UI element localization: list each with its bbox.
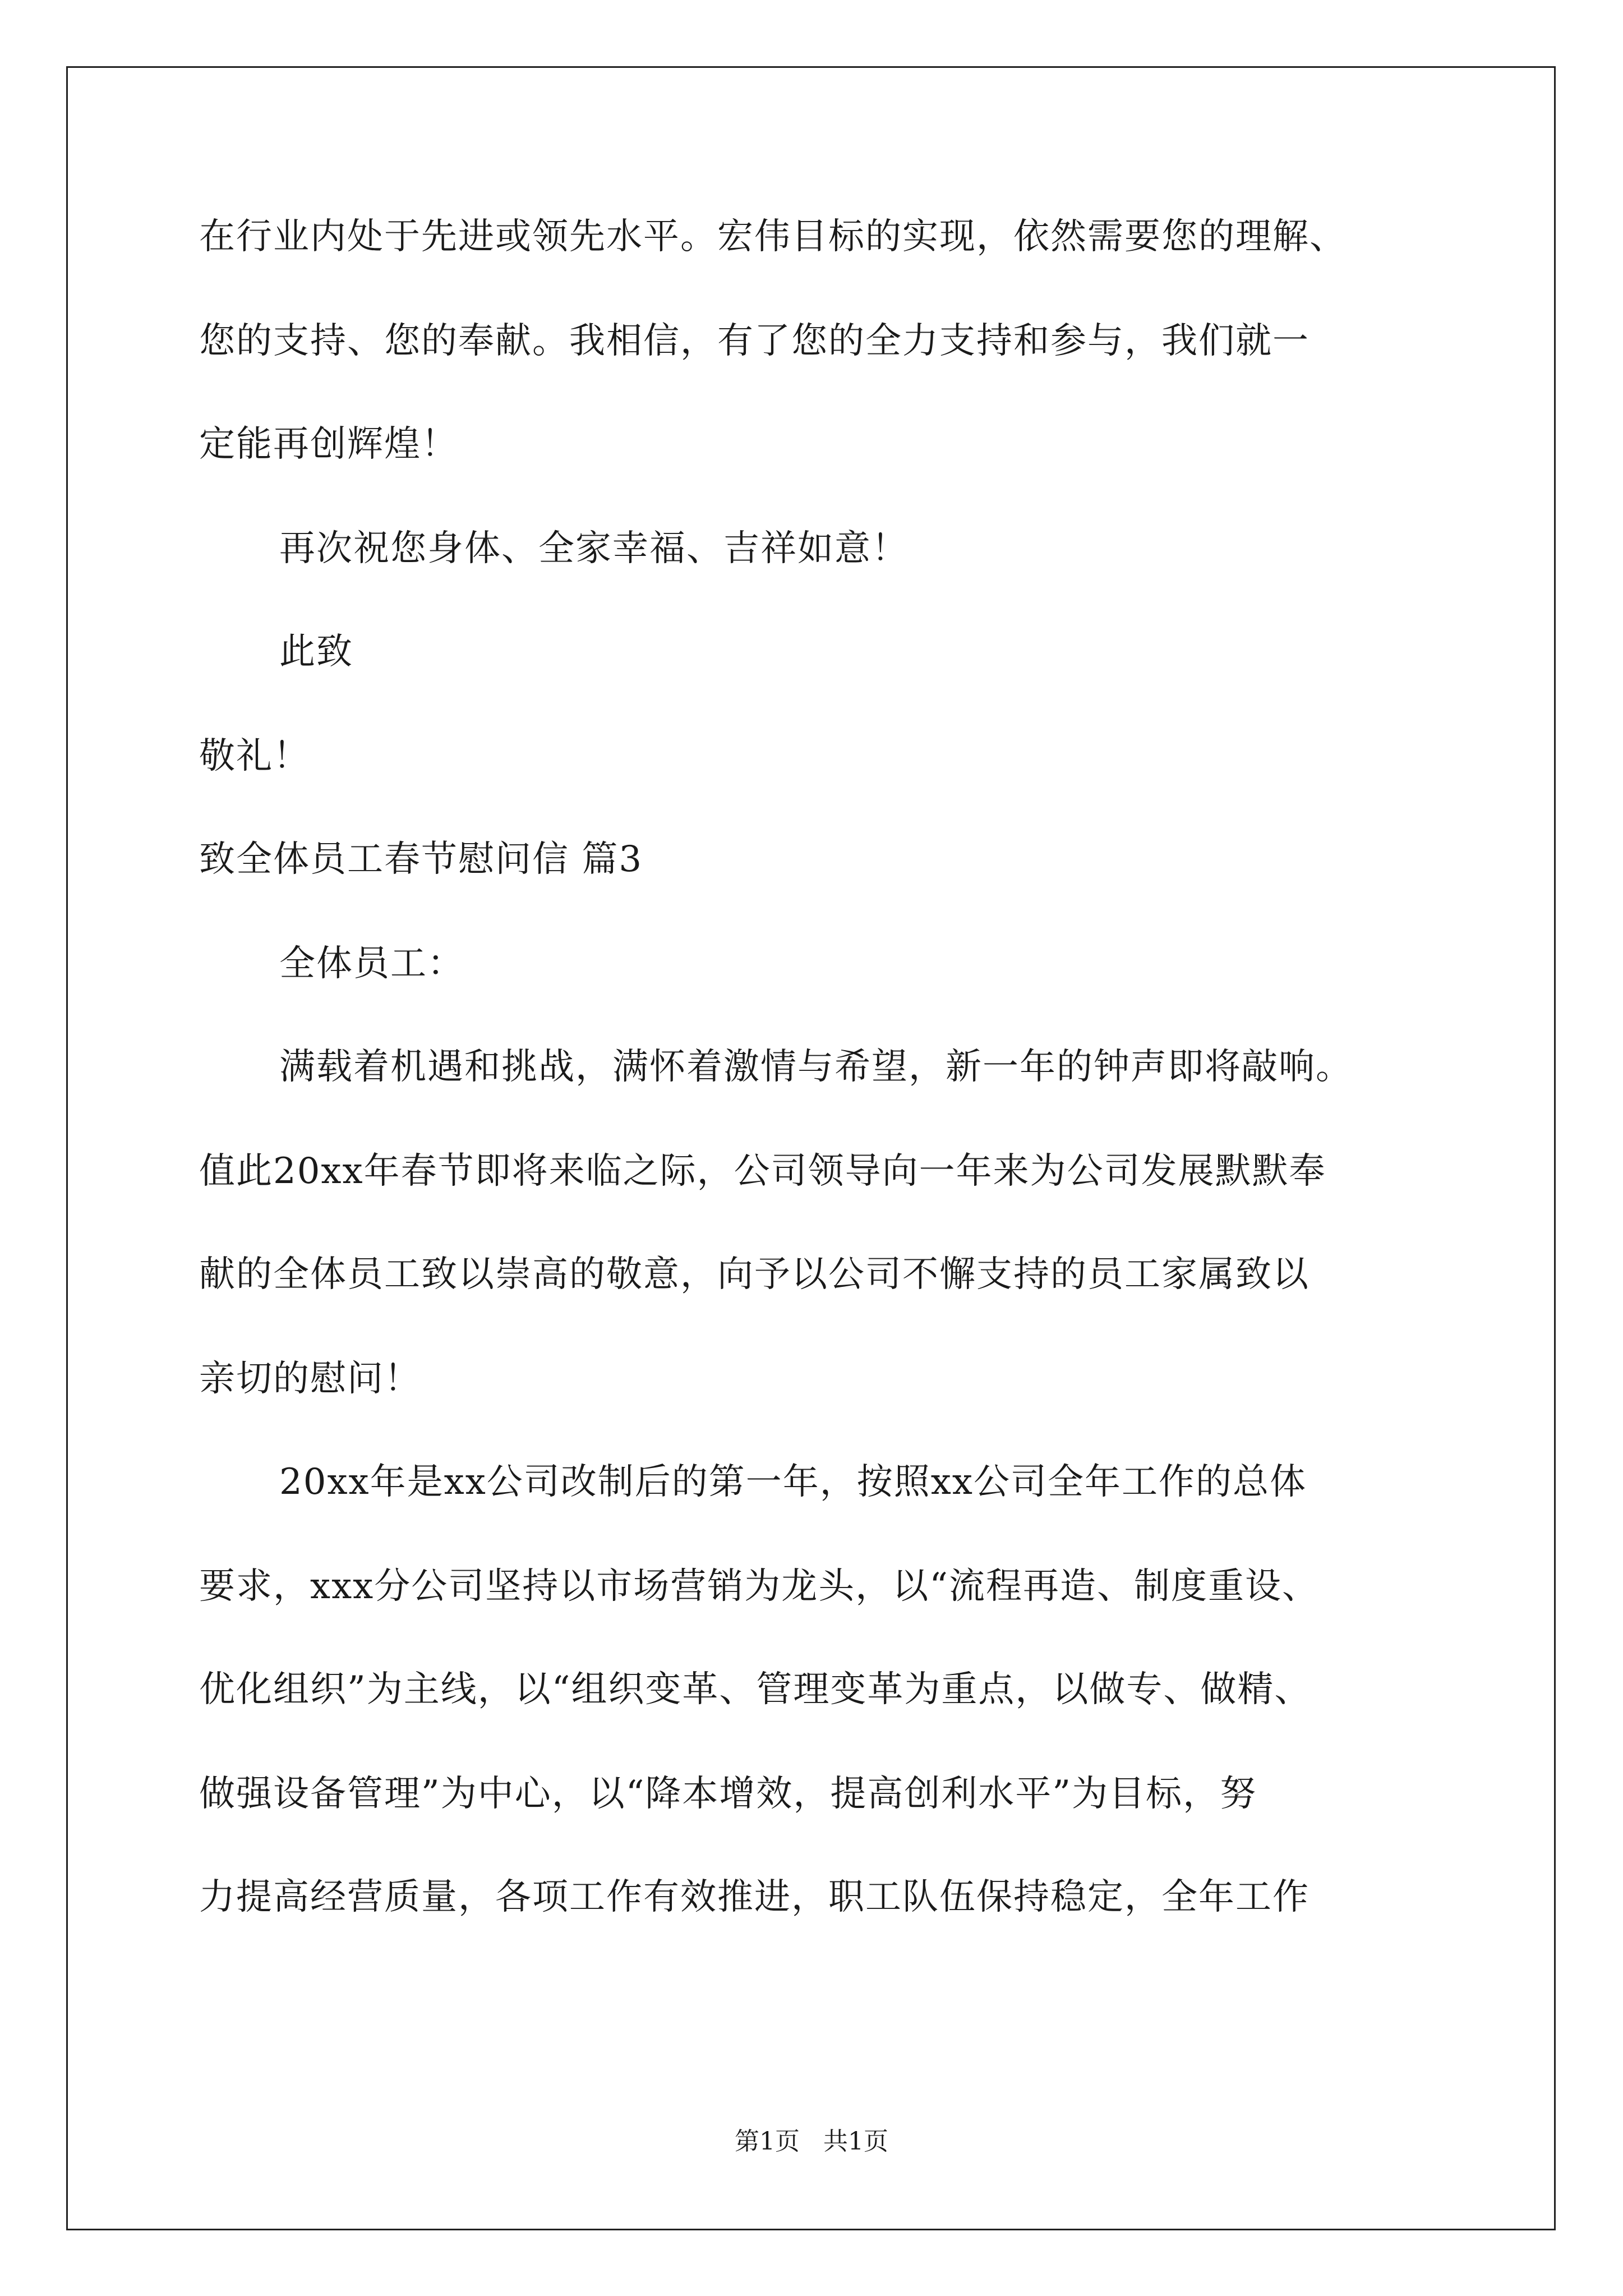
body-line: 做强设备管理”为中心，以“降本增效，提高创利水平”为目标，努 bbox=[199, 1773, 1257, 1815]
body-line: 优化组织”为主线，以“组织变革、管理变革为重点，以做专、做精、 bbox=[199, 1669, 1312, 1710]
body-line: 20xx年是xx公司改制后的第一年，按照xx公司全年工作的总体 bbox=[279, 1461, 1307, 1503]
body-line: 您的支持、您的奉献。我相信，有了您的全力支持和参与，我们就一 bbox=[199, 320, 1310, 362]
body-line: 要求，xxx分公司坚持以市场营销为龙头，以“流程再造、制度重设、 bbox=[199, 1566, 1319, 1607]
page-footer bbox=[0, 2126, 1623, 2157]
body-line: 满载着机遇和挑战，满怀着激情与希望，新一年的钟声即将敲响。 bbox=[279, 1046, 1353, 1088]
salutation-line: 敬礼！ bbox=[199, 735, 310, 777]
body-line: 亲切的慰问！ bbox=[199, 1358, 421, 1400]
body-line: 值此20xx年春节即将来临之际，公司领导向一年来为公司发展默默奉 bbox=[199, 1151, 1326, 1192]
closing-line: 此致 bbox=[279, 631, 353, 673]
section-heading: 致全体员工春节慰问信 篇3 bbox=[199, 839, 643, 880]
page-total: 共1页 bbox=[823, 2127, 888, 2156]
body-line: 献的全体员工致以崇高的敬意，向予以公司不懈支持的员工家属致以 bbox=[199, 1254, 1310, 1295]
body-line: 在行业内处于先进或领先水平。宏伟目标的实现，依然需要您的理解、 bbox=[199, 216, 1347, 257]
greeting-line: 全体员工： bbox=[279, 943, 464, 984]
body-line: 力提高经营质量，各项工作有效推进，职工队伍保持稳定，全年工作 bbox=[199, 1876, 1310, 1918]
body-line: 定能再创辉煌！ bbox=[199, 424, 458, 465]
body-line: 再次祝您身体、全家幸福、吉祥如意！ bbox=[279, 528, 909, 569]
page-number: 第1页 bbox=[735, 2127, 800, 2156]
